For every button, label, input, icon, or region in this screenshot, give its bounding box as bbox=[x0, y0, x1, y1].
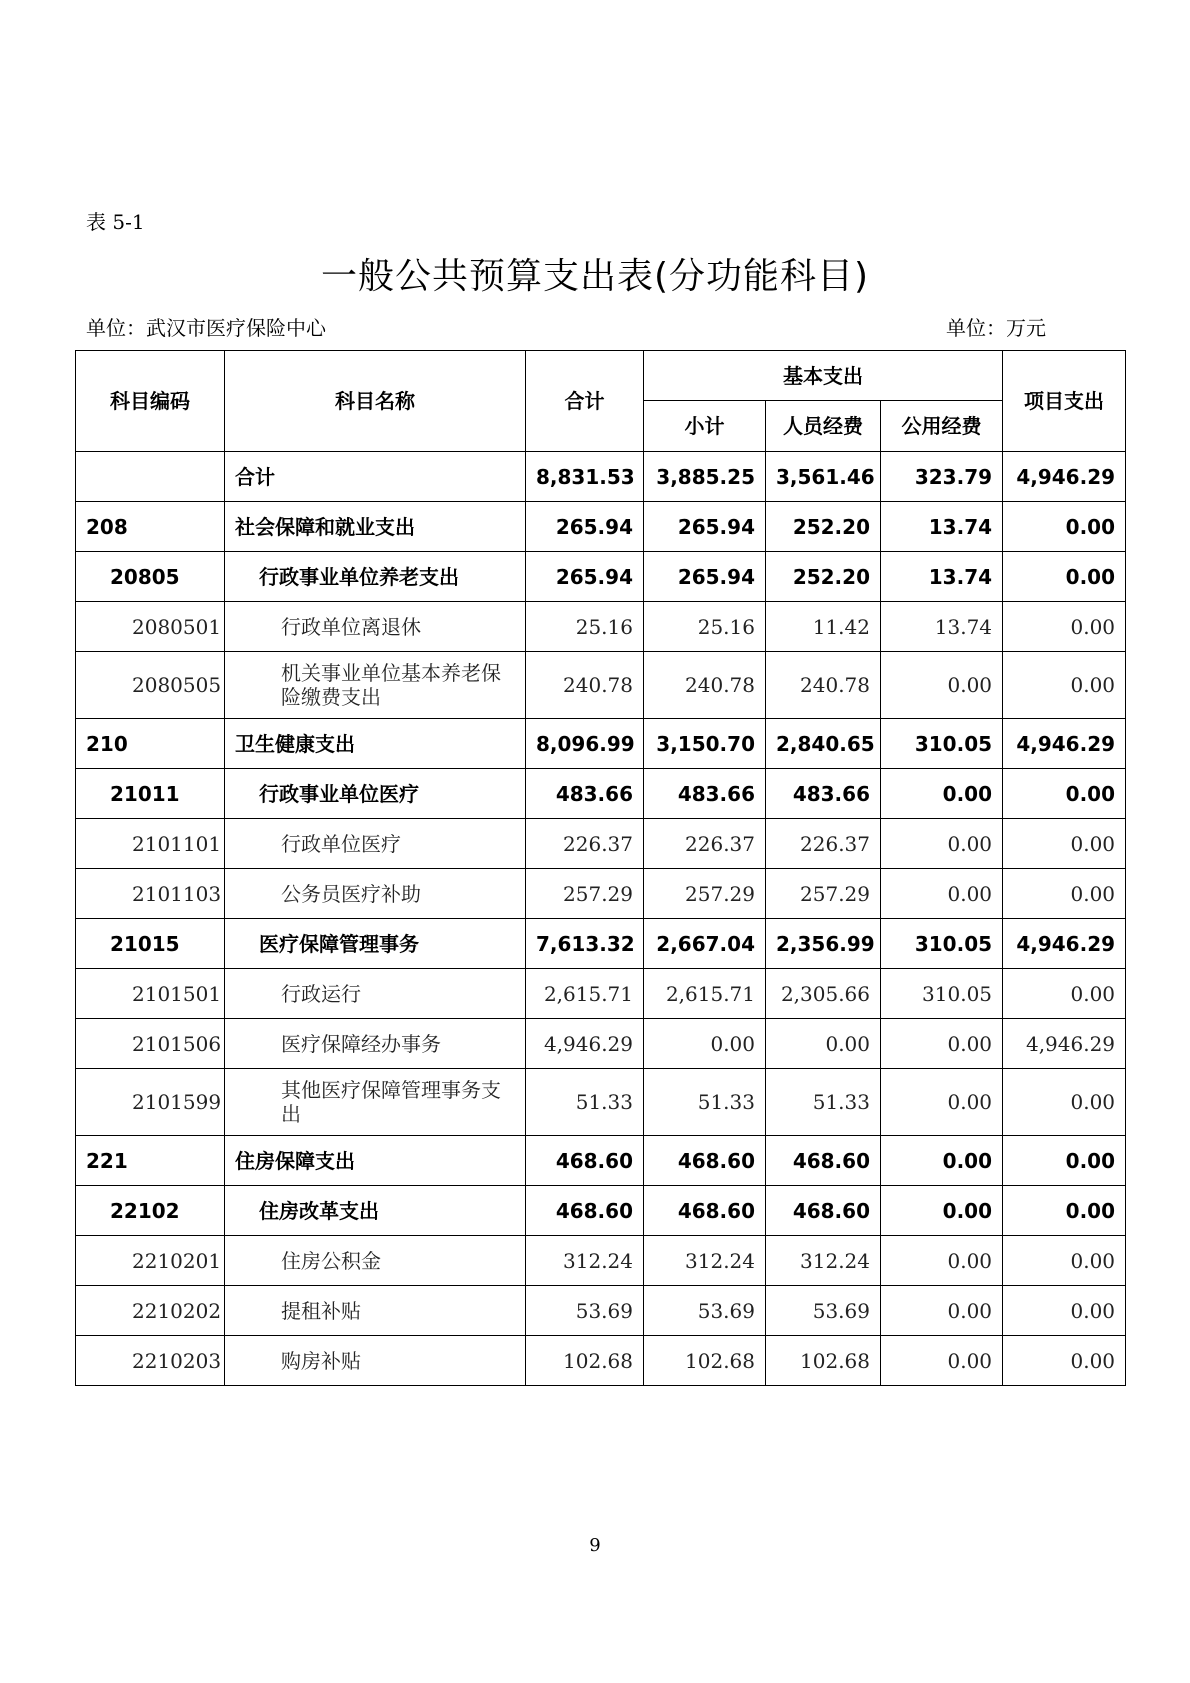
row-subtotal: 2,615.71 bbox=[644, 969, 766, 1019]
row-subtotal: 102.68 bbox=[644, 1336, 766, 1386]
row-total: 7,613.32 bbox=[526, 919, 644, 969]
row-project: 0.00 bbox=[1003, 602, 1126, 652]
table-number: 表 5-1 bbox=[86, 210, 145, 234]
row-code: 221 bbox=[76, 1136, 225, 1186]
row-code: 2101599 bbox=[76, 1069, 225, 1136]
row-code: 2101506 bbox=[76, 1019, 225, 1069]
row-name: 卫生健康支出 bbox=[225, 719, 526, 769]
row-public: 13.74 bbox=[881, 602, 1003, 652]
row-project: 0.00 bbox=[1003, 652, 1126, 719]
page-title: 一般公共预算支出表(分功能科目) bbox=[320, 256, 870, 297]
row-name: 行政单位离退休 bbox=[225, 602, 526, 652]
row-public: 13.74 bbox=[881, 502, 1003, 552]
row-public: 0.00 bbox=[881, 1286, 1003, 1336]
row-subtotal: 265.94 bbox=[644, 502, 766, 552]
header-name: 科目名称 bbox=[225, 351, 526, 452]
row-name: 购房补贴 bbox=[225, 1336, 526, 1386]
header-code: 科目编码 bbox=[76, 351, 225, 452]
row-public: 310.05 bbox=[881, 969, 1003, 1019]
row-total: 4,946.29 bbox=[526, 1019, 644, 1069]
row-total: 51.33 bbox=[526, 1069, 644, 1136]
row-code: 20805 bbox=[76, 552, 225, 602]
row-code: 2101501 bbox=[76, 969, 225, 1019]
table-row bbox=[76, 769, 1126, 819]
row-total: 25.16 bbox=[526, 602, 644, 652]
row-personnel: 2,356.99 bbox=[766, 919, 881, 969]
row-total: 2,615.71 bbox=[526, 969, 644, 1019]
page-number: 9 bbox=[589, 1535, 601, 1556]
row-public: 13.74 bbox=[881, 552, 1003, 602]
row-code: 2080505 bbox=[76, 652, 225, 719]
table-row bbox=[76, 1286, 1126, 1336]
row-project: 4,946.29 bbox=[1003, 1019, 1126, 1069]
row-subtotal: 2,667.04 bbox=[644, 919, 766, 969]
header-personnel: 人员经费 bbox=[766, 401, 881, 452]
row-public: 0.00 bbox=[881, 1019, 1003, 1069]
row-code: 210 bbox=[76, 719, 225, 769]
row-personnel: 252.20 bbox=[766, 552, 881, 602]
table-row bbox=[76, 869, 1126, 919]
row-project: 4,946.29 bbox=[1003, 452, 1126, 502]
row-subtotal: 0.00 bbox=[644, 1019, 766, 1069]
row-code: 2101103 bbox=[76, 869, 225, 919]
row-code bbox=[76, 452, 225, 502]
row-code: 2101101 bbox=[76, 819, 225, 869]
row-public: 0.00 bbox=[881, 652, 1003, 719]
unit-currency: 单位：万元 bbox=[946, 316, 1046, 340]
table-row bbox=[76, 552, 1126, 602]
row-project: 4,946.29 bbox=[1003, 919, 1126, 969]
row-name: 医疗保障管理事务 bbox=[225, 919, 526, 969]
row-personnel: 0.00 bbox=[766, 1019, 881, 1069]
table-row bbox=[76, 719, 1126, 769]
unit-organization: 单位：武汉市医疗保险中心 bbox=[86, 316, 326, 340]
table-row bbox=[76, 1186, 1126, 1236]
header-project: 项目支出 bbox=[1003, 351, 1126, 452]
row-total: 226.37 bbox=[526, 819, 644, 869]
row-total: 312.24 bbox=[526, 1236, 644, 1286]
row-name: 行政事业单位医疗 bbox=[225, 769, 526, 819]
row-project: 0.00 bbox=[1003, 769, 1126, 819]
row-total: 468.60 bbox=[526, 1186, 644, 1236]
row-project: 0.00 bbox=[1003, 1186, 1126, 1236]
row-personnel: 257.29 bbox=[766, 869, 881, 919]
row-code: 2210203 bbox=[76, 1336, 225, 1386]
row-subtotal: 226.37 bbox=[644, 819, 766, 869]
table-row bbox=[76, 602, 1126, 652]
row-subtotal: 3,150.70 bbox=[644, 719, 766, 769]
table-row bbox=[76, 919, 1126, 969]
row-project: 0.00 bbox=[1003, 1236, 1126, 1286]
row-code: 2080501 bbox=[76, 602, 225, 652]
row-personnel: 51.33 bbox=[766, 1069, 881, 1136]
row-project: 4,946.29 bbox=[1003, 719, 1126, 769]
header-public: 公用经费 bbox=[881, 401, 1003, 452]
header-basic: 基本支出 bbox=[644, 351, 1003, 401]
row-subtotal: 468.60 bbox=[644, 1136, 766, 1186]
row-code: 21015 bbox=[76, 919, 225, 969]
row-public: 0.00 bbox=[881, 769, 1003, 819]
row-project: 0.00 bbox=[1003, 552, 1126, 602]
row-personnel: 2,305.66 bbox=[766, 969, 881, 1019]
table-row bbox=[76, 819, 1126, 869]
row-subtotal: 3,885.25 bbox=[644, 452, 766, 502]
row-name: 住房公积金 bbox=[225, 1236, 526, 1286]
row-personnel: 312.24 bbox=[766, 1236, 881, 1286]
row-total: 240.78 bbox=[526, 652, 644, 719]
row-subtotal: 483.66 bbox=[644, 769, 766, 819]
table-row bbox=[76, 1336, 1126, 1386]
row-personnel: 483.66 bbox=[766, 769, 881, 819]
row-personnel: 102.68 bbox=[766, 1336, 881, 1386]
table-row-total bbox=[76, 452, 1126, 502]
row-public: 0.00 bbox=[881, 819, 1003, 869]
row-public: 310.05 bbox=[881, 919, 1003, 969]
table-row bbox=[76, 1236, 1126, 1286]
row-name: 其他医疗保障管理事务支出 bbox=[225, 1069, 526, 1136]
row-name: 社会保障和就业支出 bbox=[225, 502, 526, 552]
row-public: 0.00 bbox=[881, 1069, 1003, 1136]
row-name: 住房保障支出 bbox=[225, 1136, 526, 1186]
row-name: 住房改革支出 bbox=[225, 1186, 526, 1236]
row-subtotal: 265.94 bbox=[644, 552, 766, 602]
row-project: 0.00 bbox=[1003, 1286, 1126, 1336]
row-name: 行政运行 bbox=[225, 969, 526, 1019]
row-total: 8,831.53 bbox=[526, 452, 644, 502]
header-subtotal: 小计 bbox=[644, 401, 766, 452]
row-code: 208 bbox=[76, 502, 225, 552]
row-name: 公务员医疗补助 bbox=[225, 869, 526, 919]
row-project: 0.00 bbox=[1003, 1136, 1126, 1186]
row-public: 310.05 bbox=[881, 719, 1003, 769]
row-personnel: 468.60 bbox=[766, 1186, 881, 1236]
row-code: 2210202 bbox=[76, 1286, 225, 1336]
row-total: 468.60 bbox=[526, 1136, 644, 1186]
row-total: 265.94 bbox=[526, 552, 644, 602]
table-row bbox=[76, 1136, 1126, 1186]
row-subtotal: 257.29 bbox=[644, 869, 766, 919]
row-name: 提租补贴 bbox=[225, 1286, 526, 1336]
row-personnel: 252.20 bbox=[766, 502, 881, 552]
row-public: 0.00 bbox=[881, 1236, 1003, 1286]
row-total: 257.29 bbox=[526, 869, 644, 919]
row-project: 0.00 bbox=[1003, 869, 1126, 919]
row-subtotal: 53.69 bbox=[644, 1286, 766, 1336]
row-total: 483.66 bbox=[526, 769, 644, 819]
row-public: 323.79 bbox=[881, 452, 1003, 502]
row-personnel: 11.42 bbox=[766, 602, 881, 652]
row-project: 0.00 bbox=[1003, 819, 1126, 869]
row-project: 0.00 bbox=[1003, 502, 1126, 552]
row-code: 21011 bbox=[76, 769, 225, 819]
row-name: 医疗保障经办事务 bbox=[225, 1019, 526, 1069]
row-project: 0.00 bbox=[1003, 969, 1126, 1019]
row-personnel: 240.78 bbox=[766, 652, 881, 719]
row-total: 102.68 bbox=[526, 1336, 644, 1386]
row-total: 265.94 bbox=[526, 502, 644, 552]
row-subtotal: 51.33 bbox=[644, 1069, 766, 1136]
row-name: 行政单位医疗 bbox=[225, 819, 526, 869]
row-name: 行政事业单位养老支出 bbox=[225, 552, 526, 602]
row-personnel: 468.60 bbox=[766, 1136, 881, 1186]
row-personnel: 226.37 bbox=[766, 819, 881, 869]
table-row bbox=[76, 652, 1126, 719]
row-total: 8,096.99 bbox=[526, 719, 644, 769]
row-public: 0.00 bbox=[881, 869, 1003, 919]
row-subtotal: 468.60 bbox=[644, 1186, 766, 1236]
table-row bbox=[76, 969, 1126, 1019]
row-public: 0.00 bbox=[881, 1336, 1003, 1386]
table-row bbox=[76, 1019, 1126, 1069]
row-code: 2210201 bbox=[76, 1236, 225, 1286]
row-public: 0.00 bbox=[881, 1186, 1003, 1236]
row-personnel: 2,840.65 bbox=[766, 719, 881, 769]
row-name: 机关事业单位基本养老保险缴费支出 bbox=[225, 652, 526, 719]
row-project: 0.00 bbox=[1003, 1069, 1126, 1136]
header-total: 合计 bbox=[526, 351, 644, 452]
row-name: 合计 bbox=[225, 452, 526, 502]
table-row bbox=[76, 1069, 1126, 1136]
row-subtotal: 312.24 bbox=[644, 1236, 766, 1286]
row-total: 53.69 bbox=[526, 1286, 644, 1336]
row-code: 22102 bbox=[76, 1186, 225, 1236]
row-personnel: 53.69 bbox=[766, 1286, 881, 1336]
row-public: 0.00 bbox=[881, 1136, 1003, 1186]
row-project: 0.00 bbox=[1003, 1336, 1126, 1386]
budget-table bbox=[75, 350, 1126, 1386]
row-personnel: 3,561.46 bbox=[766, 452, 881, 502]
row-subtotal: 240.78 bbox=[644, 652, 766, 719]
table-row bbox=[76, 502, 1126, 552]
row-subtotal: 25.16 bbox=[644, 602, 766, 652]
